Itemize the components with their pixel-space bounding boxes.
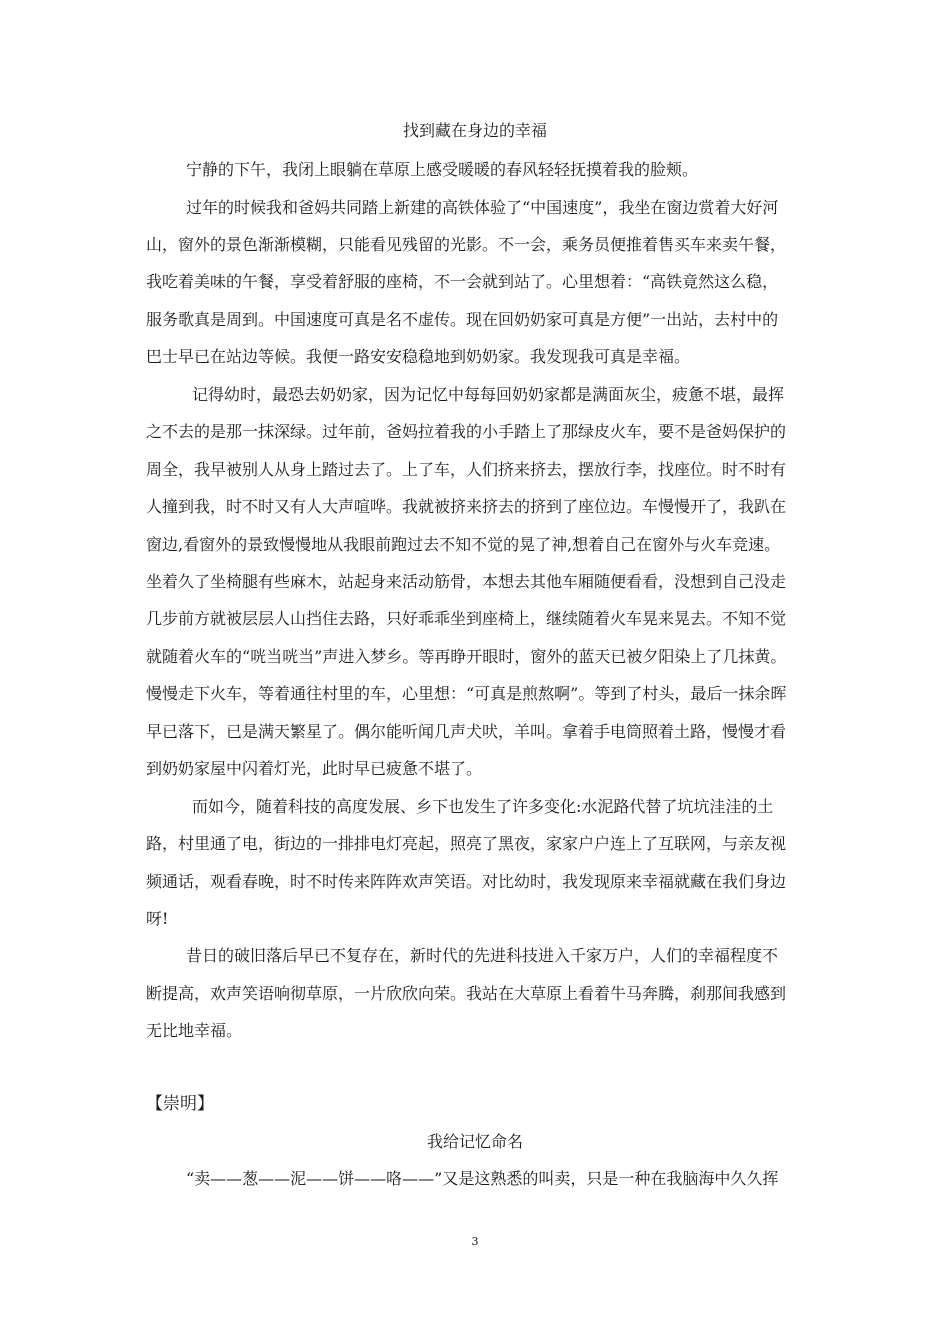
essay-title: 找到藏在身边的幸福 (402, 121, 547, 140)
paragraph-line: 过年的时候我和爸妈共同踏上新建的高铁体验了“中国速度”，我坐在窗边赏着大好河 (186, 198, 779, 217)
essay-title: 我给记忆命名 (426, 1132, 523, 1151)
paragraph-line: 到奶奶家屋中闪着灯光，此时早已疲惫不堪了。 (146, 759, 483, 778)
paragraph-line: 昔日的破旧落后早已不复存在，新时代的先进科技进入千家万户，人们的幸福程度不 (186, 946, 779, 965)
paragraph-line: 周全，我早被别人从身上踏过去了。上了车，人们挤来挤去，摆放行李，找座位。时不时有 (146, 460, 787, 479)
paragraph-line: 就随着火车的“咣当咣当”声进入梦乡。等再睁开眼时，窗外的蓝天已被夕阳染上了几抹黄。 (146, 647, 787, 666)
paragraph-line: 呀! (146, 909, 169, 928)
paragraph-line: 服务歌真是周到。中国速度可真是名不虚传。现在回奶奶家可真是方便”一出站，去村中的 (146, 310, 779, 329)
paragraph-line: “卖——葱——泥——饼——咯——”又是这熟悉的叫卖，只是一种在我脑海中久久挥 (186, 1169, 779, 1188)
paragraph-line: 频通话，观看春晚，时不时传来阵阵欢声笑语。对比幼时，我发现原来幸福就藏在我们身边 (146, 872, 787, 891)
paragraph-line: 山，窗外的景色渐渐模糊，只能看见残留的光影。不一会，乘务员便推着售买车来卖午餐， (146, 235, 787, 254)
paragraph-line: 巴士早已在站边等候。我便一路安安稳稳地到奶奶家。我发现我可真是幸福。 (146, 347, 691, 366)
paragraph-line: 而如今，随着科技的高度发展、乡下也发生了许多变化:水泥路代替了坑坑洼洼的土 (192, 797, 774, 816)
paragraph-line: 人撞到我，时不时又有人大声喧哗。我就被挤来挤去的挤到了座位边。车慢慢开了，我趴在 (146, 497, 787, 516)
paragraph-line: 记得幼时，最恐去奶奶家，因为记忆中每每回奶奶家都是满面灰尘，疲惫不堪，最挥 (192, 385, 785, 404)
paragraph-line: 慢慢走下火车，等着通往村里的车，心里想：“可真是煎熬啊”。等到了村头，最后一抹余晖 (146, 684, 787, 703)
paragraph-line: 窗边,看窗外的景致慢慢地从我眼前跑过去不知不觉的晃了神,想着自己在窗外与火车竞速。 (146, 535, 781, 554)
section-label: 【崇明】 (146, 1094, 214, 1114)
paragraph-line: 无比地幸福。 (146, 1021, 243, 1040)
paragraph-line: 几步前方就被层层人山挡住去路，只好乖乖坐到座椅上，继续随着火车晃来晃去。不知不觉 (146, 609, 787, 628)
paragraph-line: 早已落下，已是满天繁星了。偶尔能听闻几声犬吠，羊叫。拿着手电筒照着土路，慢慢才看 (146, 722, 787, 741)
paragraph-line: 宁静的下午，我闭上眼躺在草原上感受暖暖的春风轻轻抚摸着我的脸颊。 (186, 160, 699, 179)
paragraph-line: 断提高，欢声笑语响彻草原，一片欣欣向荣。我站在大草原上看着牛马奔腾，刹那间我感到 (146, 984, 787, 1003)
paragraph-line: 路，村里通了电，街边的一排排电灯亮起，照亮了黑夜，家家户户连上了互联网，与亲友视 (146, 834, 787, 853)
paragraph-line: 坐着久了坐椅腿有些麻木，站起身来活动筋骨，本想去其他车厢随便看看，没想到自己没走 (146, 572, 787, 591)
paragraph-line: 我吃着美味的午餐，享受着舒服的座椅，不一会就到站了。心里想着：“高铁竟然这么稳， (146, 272, 779, 291)
page-number: 3 (471, 1235, 479, 1248)
paragraph-line: 之不去的是那一抹深绿。过年前，爸妈拉着我的小手踏上了那绿皮火车，要不是爸妈保护的 (146, 422, 787, 441)
